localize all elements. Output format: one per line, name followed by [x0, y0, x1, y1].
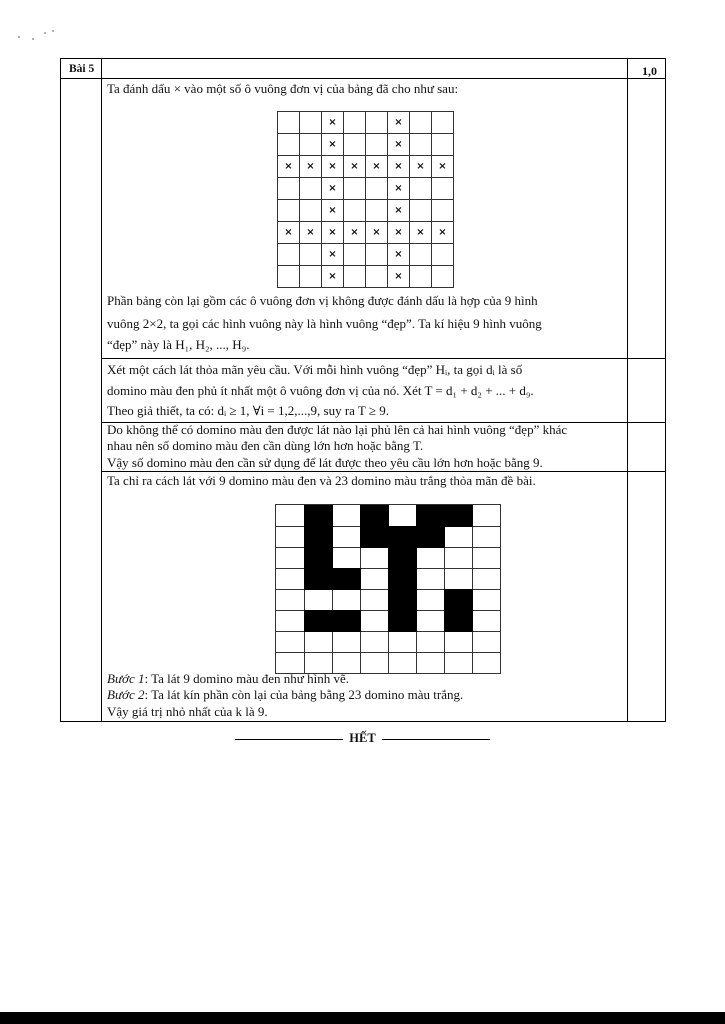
marked-grid-row [278, 244, 454, 266]
domino-grid [275, 504, 501, 674]
empty-cell [344, 244, 366, 266]
marked-cell: × [410, 156, 432, 178]
scan-specks [18, 30, 58, 42]
marked-cell: × [344, 222, 366, 244]
empty-cell [278, 200, 300, 222]
marked-cell: × [388, 134, 410, 156]
end-rule-right [382, 739, 490, 740]
empty-cell [278, 244, 300, 266]
empty-cell [300, 134, 322, 156]
empty-cell [300, 112, 322, 134]
step1-line [107, 670, 349, 687]
empty-cell [432, 266, 454, 288]
intro-line: Ta đánh dấu × vào một số ô vuông đơn vị của bảng đã cho như sau: [107, 81, 459, 96]
marked-cell: × [388, 266, 410, 288]
marked-grid [277, 111, 454, 288]
marked-cell: × [278, 222, 300, 244]
para2-line1: Xét một cách lát thỏa mãn yêu cầu. Với mỗi hình vuông “đẹp” Hᵢ, ta gọi dᵢ là số [107, 362, 523, 377]
para3-line1: Do không thể có domino màu đen được lát nào lại phủ lên cả hai hình vuông “đẹp” khác [107, 422, 568, 437]
marked-cell: × [322, 222, 344, 244]
empty-cell [410, 244, 432, 266]
solution-table [60, 58, 666, 722]
marked-cell: × [322, 266, 344, 288]
marked-grid-row [278, 112, 454, 134]
empty-cell [278, 178, 300, 200]
empty-cell [432, 244, 454, 266]
empty-cell [278, 112, 300, 134]
marked-cell: × [388, 156, 410, 178]
empty-cell [300, 178, 322, 200]
empty-cell [366, 244, 388, 266]
empty-cell [344, 266, 366, 288]
header-row-divider [61, 78, 665, 79]
empty-cell [344, 112, 366, 134]
empty-cell [366, 134, 388, 156]
row-divider-1 [101, 358, 665, 359]
marked-cell: × [300, 156, 322, 178]
empty-cell [366, 178, 388, 200]
marked-cell: × [366, 222, 388, 244]
col-divider-left [101, 59, 102, 721]
end-word: HẾT [349, 731, 376, 745]
step2-label: Bước 2 [107, 687, 145, 702]
marked-grid-row [278, 156, 454, 178]
empty-cell [410, 178, 432, 200]
empty-cell [300, 200, 322, 222]
marked-grid-row [278, 200, 454, 222]
marked-grid-row [278, 178, 454, 200]
score-label: 1,0 [642, 64, 657, 78]
step2-text: : Ta lát kín phần còn lại của bảng bằng 23 domino màu trắng. [144, 687, 464, 702]
grid-line-horizontal [276, 652, 500, 653]
empty-cell [410, 112, 432, 134]
marked-cell: × [388, 200, 410, 222]
black-domino [360, 505, 389, 548]
empty-cell [366, 112, 388, 134]
scan-bottom-edge [0, 1012, 725, 1024]
empty-cell [300, 266, 322, 288]
end-rule-left [235, 739, 343, 740]
end-marker [0, 731, 725, 746]
empty-cell [344, 178, 366, 200]
empty-cell [432, 134, 454, 156]
marked-cell: × [410, 222, 432, 244]
marked-cell: × [388, 244, 410, 266]
marked-cell: × [388, 222, 410, 244]
marked-cell: × [432, 156, 454, 178]
empty-cell [432, 178, 454, 200]
black-domino [388, 589, 417, 632]
marked-cell: × [388, 112, 410, 134]
marked-cell: × [322, 244, 344, 266]
conclusion-line: Vậy giá trị nhỏ nhất của k là 9. [107, 704, 268, 719]
para4-intro: Ta chỉ ra cách lát với 9 domino màu đen và 23 domino màu trắng thỏa mãn đề bài. [107, 473, 536, 488]
empty-cell [344, 134, 366, 156]
marked-cell: × [300, 222, 322, 244]
marked-cell: × [322, 178, 344, 200]
marked-grid-row [278, 134, 454, 156]
black-domino [304, 568, 361, 590]
para3-line3: Vậy số domino màu đen cần sử dụng để lát được theo yêu cầu lớn hơn hoặc bằng 9. [107, 455, 543, 470]
marked-grid-row [278, 222, 454, 244]
empty-cell [278, 134, 300, 156]
para3-line2: nhau nên số domino màu đen cần dùng lớn hơn hoặc bằng T. [107, 438, 424, 453]
marked-cell: × [322, 112, 344, 134]
empty-cell [344, 200, 366, 222]
marked-cell: × [322, 156, 344, 178]
empty-cell [432, 200, 454, 222]
marked-cell: × [388, 178, 410, 200]
step2-line [107, 686, 463, 703]
empty-cell [366, 200, 388, 222]
empty-cell [410, 134, 432, 156]
empty-cell [432, 112, 454, 134]
para1-line1: Phần bảng còn lại gồm các ô vuông đơn vị không được đánh dấu là hợp của 9 hình [107, 293, 538, 308]
empty-cell [410, 266, 432, 288]
black-domino [304, 610, 361, 632]
empty-cell [366, 266, 388, 288]
black-domino [388, 526, 445, 548]
empty-cell [278, 266, 300, 288]
marked-cell: × [366, 156, 388, 178]
marked-cell: × [278, 156, 300, 178]
black-domino [444, 589, 473, 632]
para2-line3: Theo giả thiết, ta có: dᵢ ≥ 1, ∀i = 1,2,...,9, suy ra T ≥ 9. [107, 403, 390, 418]
step1-text: : Ta lát 9 domino màu đen như hình vẽ. [144, 671, 349, 686]
problem-label: Bài 5 [69, 63, 95, 75]
black-domino [416, 505, 473, 527]
marked-cell: × [322, 200, 344, 222]
marked-cell: × [322, 134, 344, 156]
marked-cell: × [432, 222, 454, 244]
empty-cell [300, 244, 322, 266]
para2-line2: domino màu đen phủ ít nhất một ô vuông đơn vị của nó. Xét T = d₁ + d₂ + ... + d₉. [107, 383, 534, 398]
step1-label: Bước 1 [107, 671, 145, 686]
col-divider-right [627, 59, 628, 721]
marked-cell: × [344, 156, 366, 178]
black-domino [388, 547, 417, 590]
marked-grid-row [278, 266, 454, 288]
empty-cell [410, 200, 432, 222]
black-domino [304, 505, 333, 548]
para1-line2: vuông 2×2, ta gọi các hình vuông này là hình vuông “đẹp”. Ta kí hiệu 9 hình vuông [107, 316, 542, 331]
para1-line3: “đẹp” này là H₁, H₂, ..., H₉. [107, 337, 250, 352]
